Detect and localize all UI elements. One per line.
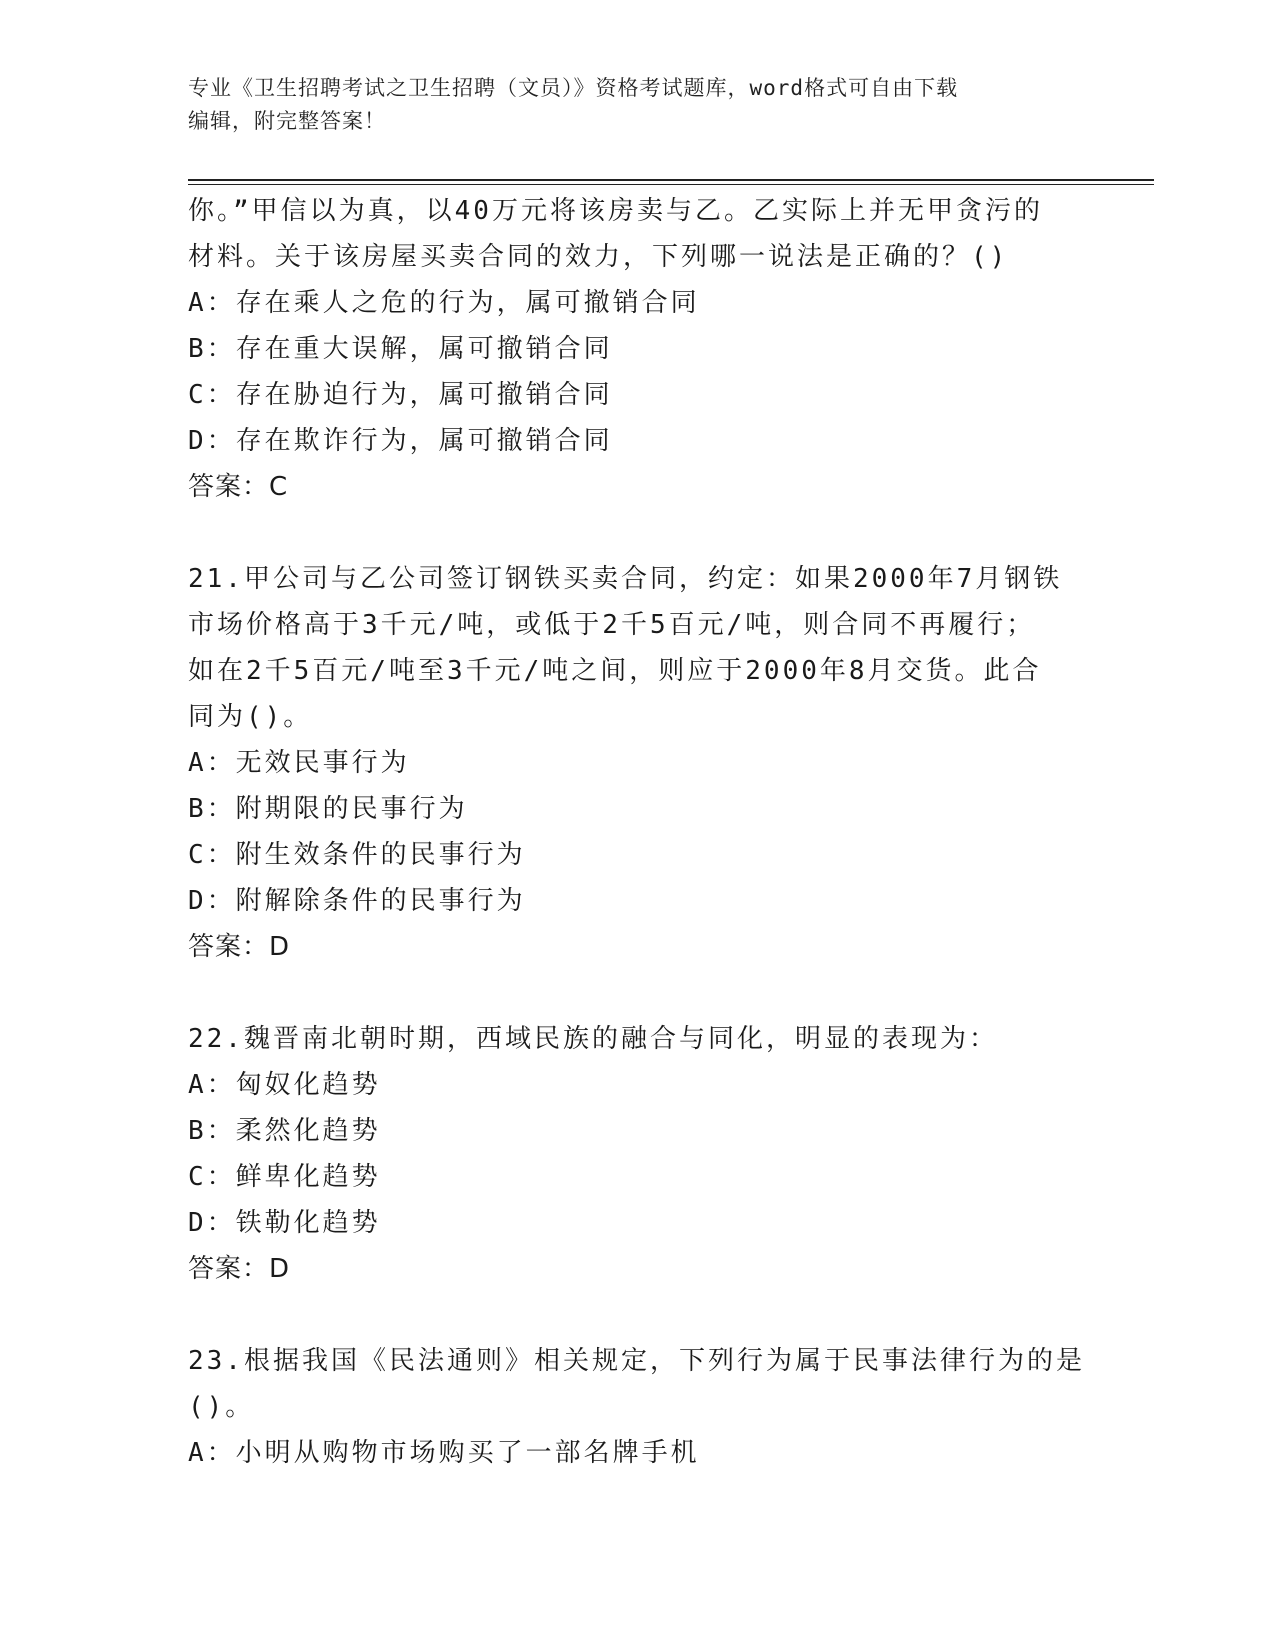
question-text-line: 同为()。	[188, 702, 313, 732]
option-d: D：附解除条件的民事行为	[188, 886, 526, 916]
spacer	[188, 1292, 1088, 1338]
option-a: A：存在乘人之危的行为，属可撤销合同	[188, 288, 700, 318]
question-text-line: 21.甲公司与乙公司签订钢铁买卖合同，约定：如果2000年7月钢铁	[188, 564, 1063, 594]
spacer	[188, 510, 1088, 556]
header-rule-thin	[188, 184, 1154, 185]
question-text-line: 材料。关于该房屋买卖合同的效力，下列哪一说法是正确的？()	[188, 242, 1009, 272]
question-23	[188, 1338, 1088, 1476]
answer: 答案：C	[188, 472, 289, 502]
question-text-line: 如在2千5百元/吨至3千元/吨之间，则应于2000年8月交货。此合	[188, 656, 1042, 686]
option-c: C：鲜卑化趋势	[188, 1162, 381, 1192]
option-b: B：附期限的民事行为	[188, 794, 468, 824]
answer: 答案：D	[188, 932, 291, 962]
question-22	[188, 1016, 1088, 1292]
header-line-1: 专业《卫生招聘考试之卫生招聘（文员）》资格考试题库，word格式可自由下载	[188, 76, 959, 100]
header-rule-thick	[188, 179, 1154, 181]
question-text-line: 22.魏晋南北朝时期，西域民族的融合与同化，明显的表现为：	[188, 1024, 998, 1054]
option-d: D：存在欺诈行为，属可撤销合同	[188, 426, 613, 456]
spacer	[188, 970, 1088, 1016]
question-text-line: 你。”甲信以为真，以40万元将该房卖与乙。乙实际上并无甲贪污的	[188, 196, 1043, 226]
question-text-line: ()。	[188, 1392, 255, 1422]
header-line-2: 编辑，附完整答案！	[188, 109, 386, 133]
question-20	[188, 188, 1088, 510]
document-header	[188, 72, 1068, 138]
option-a: A：匈奴化趋势	[188, 1070, 381, 1100]
option-b: B：存在重大误解，属可撤销合同	[188, 334, 613, 364]
question-content	[188, 188, 1088, 1476]
option-c: C：附生效条件的民事行为	[188, 840, 526, 870]
option-a: A：小明从购物市场购买了一部名牌手机	[188, 1438, 700, 1468]
question-text-line: 市场价格高于3千元/吨，或低于2千5百元/吨，则合同不再履行；	[188, 610, 1036, 640]
option-b: B：柔然化趋势	[188, 1116, 381, 1146]
option-d: D：铁勒化趋势	[188, 1208, 381, 1238]
answer: 答案：D	[188, 1254, 291, 1284]
option-c: C：存在胁迫行为，属可撤销合同	[188, 380, 613, 410]
question-21	[188, 556, 1088, 970]
option-a: A：无效民事行为	[188, 748, 410, 778]
question-text-line: 23.根据我国《民法通则》相关规定，下列行为属于民事法律行为的是	[188, 1346, 1085, 1376]
